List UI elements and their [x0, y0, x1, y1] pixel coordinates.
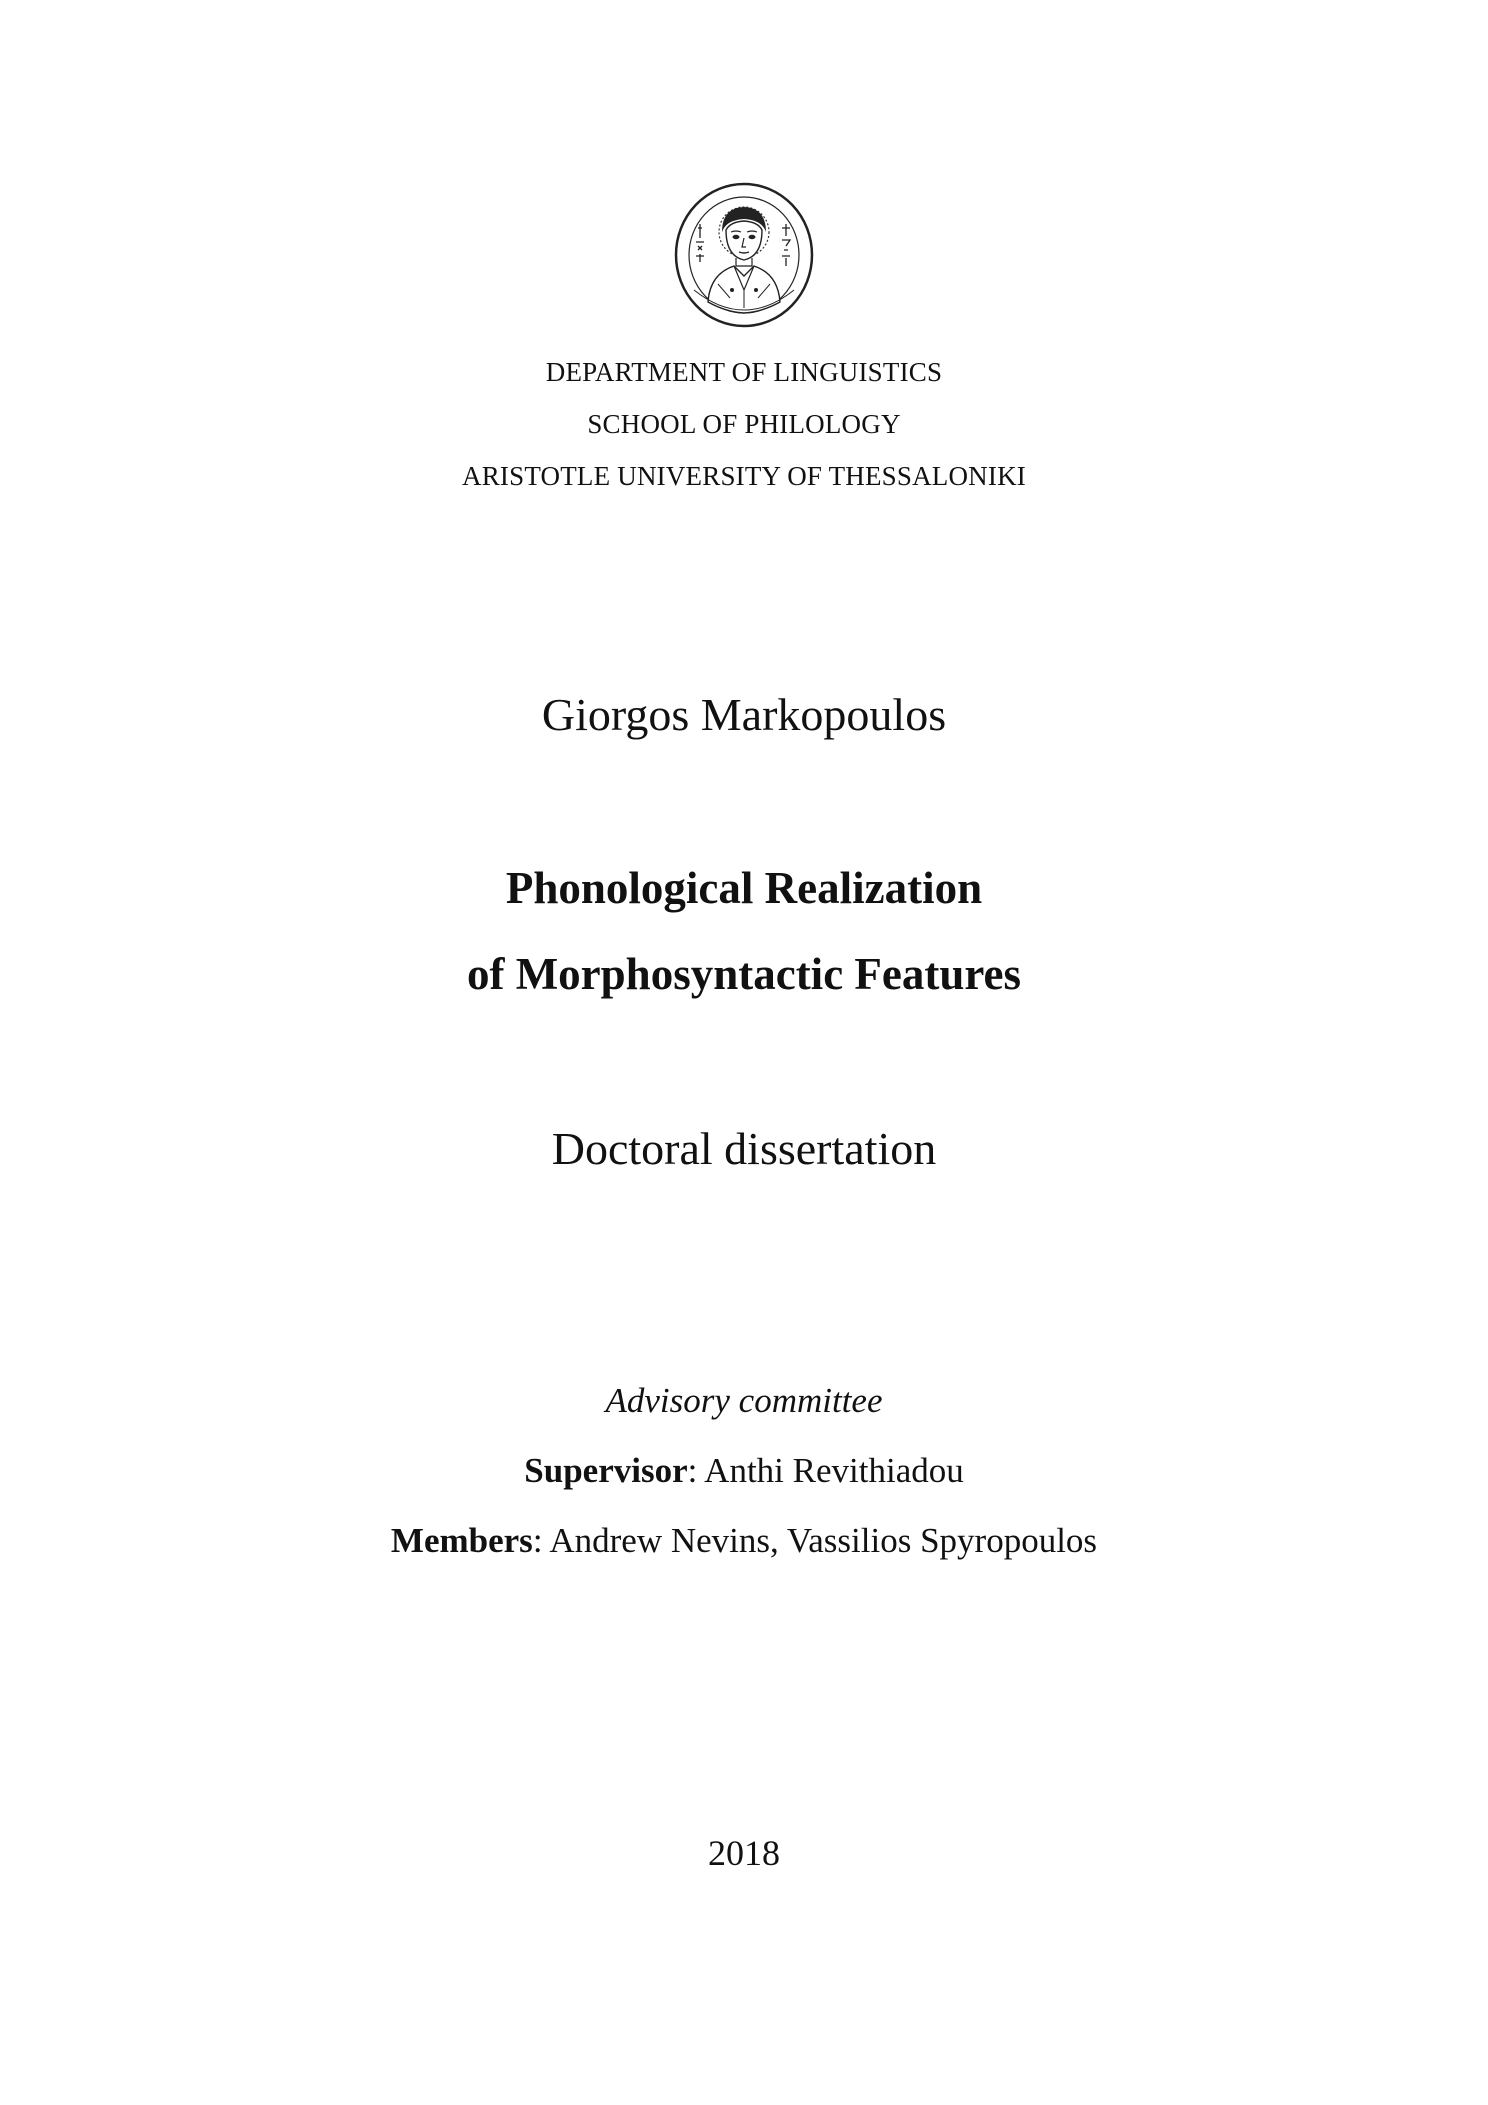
supervisor-label: Supervisor	[524, 1451, 688, 1490]
members-label: Members	[390, 1521, 533, 1560]
department-name: DEPARTMENT OF LINGUISTICS	[545, 357, 943, 387]
document-type: Doctoral dissertation	[551, 1123, 937, 1174]
supervisor-name: : Anthi Revithiadou	[687, 1451, 964, 1490]
author-name: Giorgos Markopoulos	[541, 689, 947, 740]
dissertation-title-line-2: of Morphosyntactic Features	[466, 949, 1022, 999]
dissertation-title-line-1: Phonological Realization	[505, 863, 983, 913]
aristotle-university-seal-icon	[672, 180, 817, 330]
university-name: ARISTOTLE UNIVERSITY OF THESSALONIKI	[462, 461, 1026, 491]
year: 2018	[708, 1833, 780, 1873]
supervisor-line	[0, 1451, 1488, 1491]
committee-heading: Advisory committee	[605, 1381, 883, 1420]
members-line	[0, 1521, 1488, 1561]
members-names: : Andrew Nevins, Vassilios Spyropoulos	[532, 1521, 1098, 1560]
school-name: SCHOOL OF PHILOLOGY	[587, 409, 901, 439]
